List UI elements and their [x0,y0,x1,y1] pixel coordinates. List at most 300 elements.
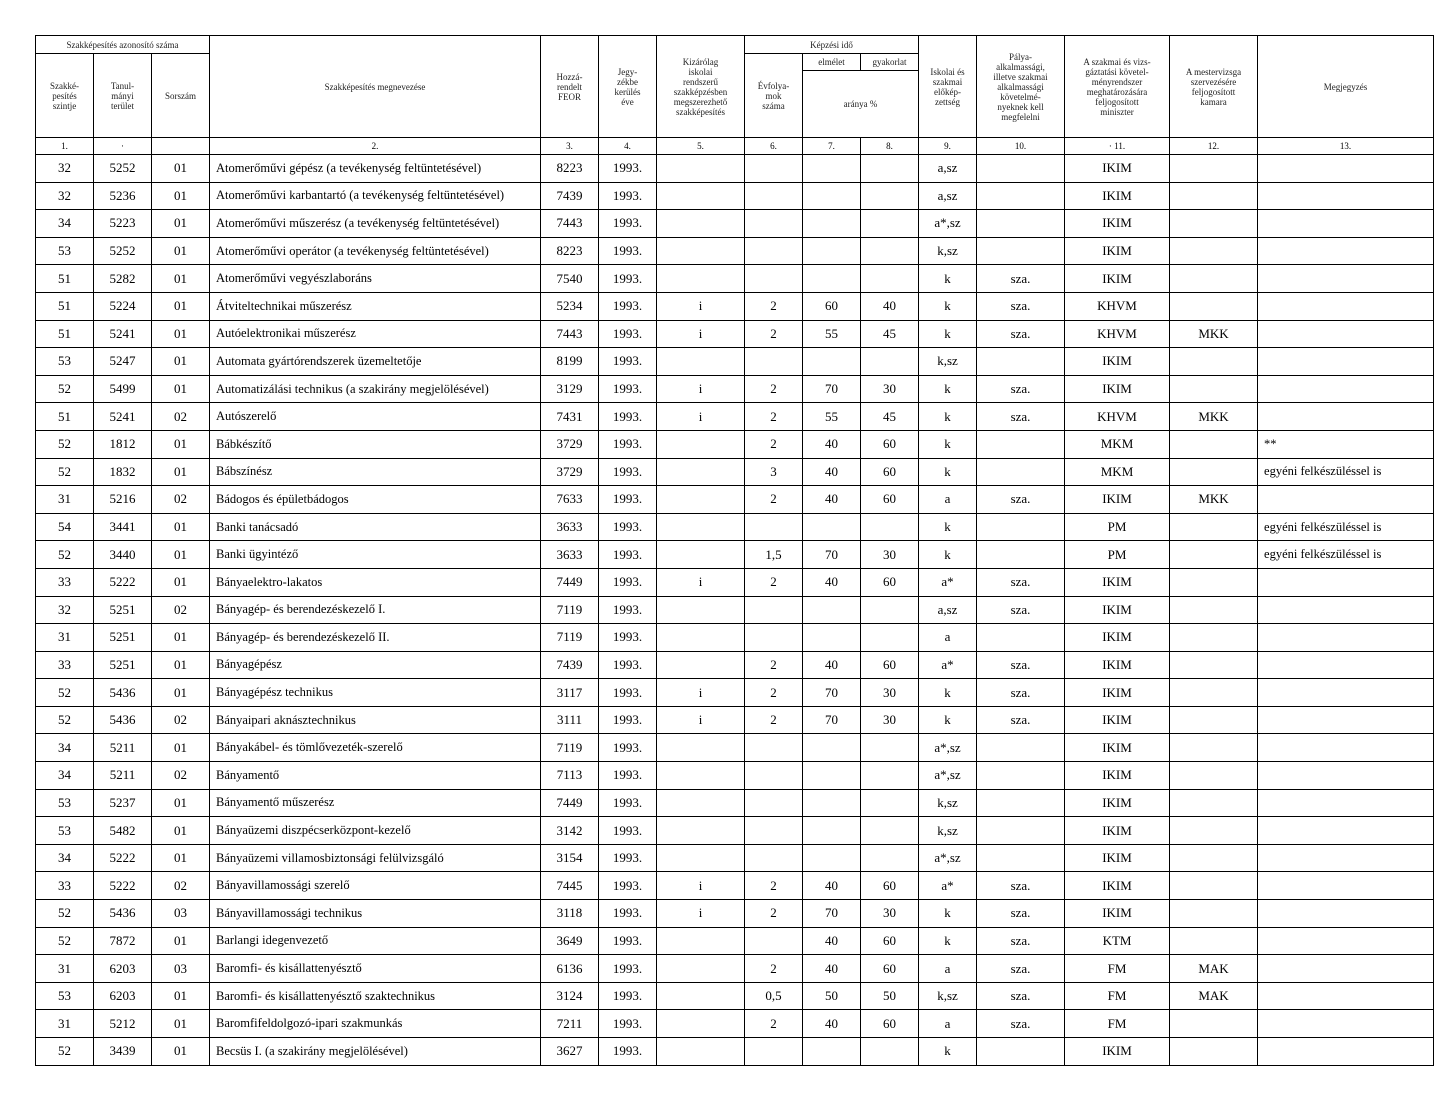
table-row [36,1038,1434,1066]
cell-prereq: k [919,265,977,293]
cell-practice [861,734,919,762]
cell-name: Bábkészítő [210,430,541,458]
cell-level: 32 [36,596,94,624]
cell-theory [803,348,861,376]
table-row [36,734,1434,762]
header-prereq: Iskolai és szakmai előkép- zettség [919,36,977,138]
cell-prereq: k [919,541,977,569]
cell-theory [803,844,861,872]
cell-level: 53 [36,348,94,376]
cell-ministry: IKIM [1065,844,1170,872]
cell-practice: 50 [861,982,919,1010]
cell-chamber [1170,927,1258,955]
cell-area: 5436 [94,900,152,928]
cell-practice: 30 [861,541,919,569]
table-row [36,762,1434,790]
cell-ministry: KHVM [1065,292,1170,320]
column-number-row [36,138,1434,155]
cell-level: 31 [36,955,94,983]
cell-career [977,844,1065,872]
cell-name: Banki tanácsadó [210,513,541,541]
cell-ministry: IKIM [1065,651,1170,679]
table-row [36,320,1434,348]
cell-ministry: MKM [1065,458,1170,486]
cell-grades [745,927,803,955]
cell-level: 32 [36,155,94,183]
cell-grades: 2 [745,375,803,403]
cell-name: Bányamentő [210,762,541,790]
table-row [36,817,1434,845]
cell-prereq: a,sz [919,596,977,624]
cell-theory [803,155,861,183]
cell-prereq: a,sz [919,182,977,210]
cell-area: 5247 [94,348,152,376]
cell-theory [803,237,861,265]
cell-ministry: PM [1065,541,1170,569]
cell-grades: 2 [745,900,803,928]
cell-school-only: i [657,403,745,431]
cell-serial: 02 [152,872,210,900]
cell-name: Baromfi- és kisállattenyésztő szaktechnikus [210,982,541,1010]
cell-career [977,237,1065,265]
cell-year: 1993. [599,900,657,928]
table-row [36,182,1434,210]
cell-practice: 30 [861,900,919,928]
cell-chamber [1170,1010,1258,1038]
cell-chamber [1170,762,1258,790]
cell-grades: 2 [745,1010,803,1038]
cell-feor: 7119 [541,596,599,624]
header-area: Tanul- mányi terület [94,54,152,138]
cell-level: 53 [36,237,94,265]
cell-theory: 40 [803,1010,861,1038]
cell-year: 1993. [599,817,657,845]
cell-school-only [657,927,745,955]
cell-level: 32 [36,182,94,210]
cell-career: sza. [977,651,1065,679]
cell-area: 3441 [94,513,152,541]
table-row [36,486,1434,514]
cell-chamber [1170,265,1258,293]
cell-prereq: k [919,1038,977,1066]
cell-career: sza. [977,375,1065,403]
cell-chamber [1170,182,1258,210]
cell-school-only [657,210,745,238]
cell-level: 31 [36,624,94,652]
cell-grades: 2 [745,568,803,596]
column-number: 2. [210,138,541,155]
table-row [36,430,1434,458]
header-theory: elmélet [803,54,861,71]
table-row [36,844,1434,872]
cell-year: 1993. [599,541,657,569]
cell-area: 5251 [94,651,152,679]
cell-practice: 45 [861,403,919,431]
cell-note [1258,320,1434,348]
cell-year: 1993. [599,734,657,762]
cell-serial: 01 [152,265,210,293]
cell-year: 1993. [599,155,657,183]
cell-chamber [1170,541,1258,569]
cell-name: Atomerőművi operátor (a tevékenység feltüntetésével) [210,237,541,265]
cell-name: Baromfi- és kisállattenyésztő [210,955,541,983]
cell-serial: 02 [152,706,210,734]
cell-practice: 60 [861,872,919,900]
cell-serial: 01 [152,348,210,376]
cell-year: 1993. [599,458,657,486]
cell-chamber: MKK [1170,320,1258,348]
cell-serial: 02 [152,486,210,514]
cell-feor: 7540 [541,265,599,293]
table-row [36,403,1434,431]
cell-practice [861,1038,919,1066]
cell-practice [861,624,919,652]
cell-chamber [1170,596,1258,624]
cell-serial: 01 [152,651,210,679]
cell-area: 5241 [94,403,152,431]
cell-ministry: IKIM [1065,348,1170,376]
table-row [36,458,1434,486]
cell-ministry: FM [1065,955,1170,983]
cell-chamber [1170,817,1258,845]
column-number: · [94,138,152,155]
cell-level: 34 [36,210,94,238]
cell-prereq: a,sz [919,155,977,183]
header-career: Pálya- alkalmassági, illetve szakmai alkalmassági követelmé- nyeknek kell megfelelni [977,36,1065,138]
cell-area: 5252 [94,155,152,183]
cell-practice [861,210,919,238]
cell-level: 52 [36,375,94,403]
cell-level: 31 [36,1010,94,1038]
cell-name: Automata gyártórendszerek üzemeltetője [210,348,541,376]
cell-career: sza. [977,403,1065,431]
cell-note [1258,982,1434,1010]
header-ratio: aránya % [803,71,919,138]
cell-area: 6203 [94,982,152,1010]
cell-feor: 8199 [541,348,599,376]
cell-practice [861,596,919,624]
cell-school-only [657,265,745,293]
table-row [36,651,1434,679]
cell-level: 51 [36,265,94,293]
cell-name: Bábszínész [210,458,541,486]
table-row [36,155,1434,183]
cell-feor: 3154 [541,844,599,872]
cell-prereq: a*,sz [919,762,977,790]
cell-ministry: IKIM [1065,265,1170,293]
header-year: Jegy- zékbe kerülés éve [599,36,657,138]
qualification-table [35,35,1434,1066]
cell-theory [803,762,861,790]
table-row [36,624,1434,652]
cell-grades: 2 [745,403,803,431]
cell-area: 3439 [94,1038,152,1066]
cell-grades [745,348,803,376]
cell-career [977,458,1065,486]
table-row [36,568,1434,596]
cell-name: Bányagép- és berendezéskezelő II. [210,624,541,652]
cell-career: sza. [977,679,1065,707]
cell-feor: 7449 [541,789,599,817]
cell-chamber [1170,348,1258,376]
cell-serial: 02 [152,403,210,431]
cell-ministry: IKIM [1065,734,1170,762]
cell-chamber [1170,155,1258,183]
cell-career: sza. [977,982,1065,1010]
cell-career: sza. [977,320,1065,348]
table-row [36,265,1434,293]
cell-prereq: a* [919,872,977,900]
cell-ministry: IKIM [1065,817,1170,845]
cell-feor: 7119 [541,734,599,762]
cell-level: 52 [36,927,94,955]
cell-level: 52 [36,430,94,458]
cell-name: Bányaipari aknásztechnikus [210,706,541,734]
header-grades: Évfolya- mok száma [745,54,803,138]
cell-area: 5222 [94,844,152,872]
cell-prereq: k [919,900,977,928]
header-practice: gyakorlat [861,54,919,71]
cell-name: Atomerőművi vegyészlaboráns [210,265,541,293]
table-row [36,927,1434,955]
cell-career [977,624,1065,652]
column-number: 1. [36,138,94,155]
column-number [152,138,210,155]
cell-ministry: IKIM [1065,789,1170,817]
cell-serial: 01 [152,982,210,1010]
cell-name: Bányagép- és berendezéskezelő I. [210,596,541,624]
cell-note [1258,734,1434,762]
cell-level: 34 [36,734,94,762]
cell-practice: 60 [861,568,919,596]
cell-feor: 3729 [541,458,599,486]
cell-school-only [657,596,745,624]
cell-note [1258,927,1434,955]
cell-feor: 5234 [541,292,599,320]
cell-ministry: KHVM [1065,320,1170,348]
cell-theory: 40 [803,568,861,596]
cell-prereq: k,sz [919,348,977,376]
cell-area: 5237 [94,789,152,817]
cell-career: sza. [977,486,1065,514]
column-number: 7. [803,138,861,155]
header-level: Szakké- pesítés szintje [36,54,94,138]
cell-serial: 01 [152,458,210,486]
header-chamber: A mestervizsga szervezésére feljogosított kamara [1170,36,1258,138]
cell-chamber [1170,734,1258,762]
cell-grades: 2 [745,430,803,458]
cell-serial: 01 [152,210,210,238]
cell-ministry: KTM [1065,927,1170,955]
cell-note [1258,486,1434,514]
cell-practice: 60 [861,927,919,955]
cell-area: 1832 [94,458,152,486]
cell-feor: 7119 [541,624,599,652]
cell-practice [861,182,919,210]
cell-level: 52 [36,458,94,486]
cell-name: Bányavillamossági szerelő [210,872,541,900]
cell-year: 1993. [599,513,657,541]
cell-area: 5251 [94,624,152,652]
cell-prereq: k,sz [919,789,977,817]
cell-level: 52 [36,706,94,734]
cell-feor: 7633 [541,486,599,514]
cell-chamber [1170,375,1258,403]
cell-serial: 01 [152,624,210,652]
cell-serial: 01 [152,679,210,707]
cell-theory: 40 [803,955,861,983]
cell-level: 51 [36,403,94,431]
cell-serial: 01 [152,568,210,596]
table-row [36,982,1434,1010]
cell-feor: 6136 [541,955,599,983]
cell-chamber: MAK [1170,982,1258,1010]
cell-practice [861,817,919,845]
cell-theory: 70 [803,900,861,928]
cell-theory: 40 [803,872,861,900]
header-group-training: Képzési idő [745,36,919,54]
cell-note [1258,182,1434,210]
table-row [36,210,1434,238]
header-group-id: Szakképesítés azonosító száma [36,36,210,54]
cell-year: 1993. [599,706,657,734]
cell-chamber [1170,624,1258,652]
cell-prereq: k [919,458,977,486]
cell-prereq: a*,sz [919,734,977,762]
cell-theory: 55 [803,320,861,348]
cell-name: Bányagépész [210,651,541,679]
cell-ministry: IKIM [1065,568,1170,596]
cell-serial: 01 [152,375,210,403]
cell-note [1258,900,1434,928]
cell-serial: 02 [152,596,210,624]
cell-serial: 01 [152,513,210,541]
cell-area: 5212 [94,1010,152,1038]
table-row [36,1010,1434,1038]
cell-school-only [657,651,745,679]
cell-serial: 01 [152,844,210,872]
cell-level: 34 [36,844,94,872]
cell-ministry: IKIM [1065,624,1170,652]
cell-theory: 70 [803,541,861,569]
cell-school-only [657,955,745,983]
table-row [36,541,1434,569]
cell-year: 1993. [599,955,657,983]
cell-name: Becsüs I. (a szakirány megjelölésével) [210,1038,541,1066]
cell-school-only: i [657,320,745,348]
cell-feor: 3633 [541,513,599,541]
cell-grades [745,182,803,210]
header-name: Szakképesítés megnevezése [210,36,541,138]
cell-prereq: k [919,706,977,734]
cell-prereq: a* [919,651,977,679]
cell-note [1258,375,1434,403]
cell-career [977,762,1065,790]
header-feor: Hozzá- rendelt FEOR [541,36,599,138]
table-row [36,237,1434,265]
cell-chamber [1170,900,1258,928]
cell-school-only [657,486,745,514]
cell-career [977,513,1065,541]
cell-chamber [1170,237,1258,265]
cell-feor: 3729 [541,430,599,458]
cell-grades [745,817,803,845]
cell-school-only [657,817,745,845]
column-number: 9. [919,138,977,155]
cell-ministry: IKIM [1065,237,1170,265]
cell-level: 52 [36,541,94,569]
cell-practice: 45 [861,320,919,348]
cell-theory [803,265,861,293]
cell-grades [745,210,803,238]
cell-school-only [657,982,745,1010]
cell-grades [745,734,803,762]
cell-serial: 01 [152,320,210,348]
cell-year: 1993. [599,762,657,790]
cell-name: Banki ügyintéző [210,541,541,569]
cell-ministry: MKM [1065,430,1170,458]
cell-prereq: a [919,624,977,652]
cell-serial: 03 [152,955,210,983]
cell-grades: 2 [745,955,803,983]
table-row [36,292,1434,320]
cell-feor: 7439 [541,182,599,210]
cell-practice [861,155,919,183]
cell-area: 5211 [94,734,152,762]
cell-school-only [657,348,745,376]
column-number: 3. [541,138,599,155]
cell-grades: 2 [745,651,803,679]
cell-note [1258,624,1434,652]
cell-practice [861,789,919,817]
cell-ministry: IKIM [1065,679,1170,707]
cell-school-only [657,541,745,569]
cell-career [977,1038,1065,1066]
cell-chamber [1170,844,1258,872]
cell-prereq: k [919,292,977,320]
cell-year: 1993. [599,679,657,707]
cell-name: Bányagépész technikus [210,679,541,707]
cell-prereq: k [919,679,977,707]
cell-prereq: a [919,486,977,514]
cell-area: 5482 [94,817,152,845]
cell-school-only [657,844,745,872]
cell-year: 1993. [599,596,657,624]
cell-theory: 40 [803,430,861,458]
cell-career: sza. [977,872,1065,900]
cell-school-only: i [657,900,745,928]
cell-feor: 7431 [541,403,599,431]
cell-year: 1993. [599,486,657,514]
cell-career: sza. [977,568,1065,596]
cell-chamber [1170,292,1258,320]
cell-level: 33 [36,872,94,900]
cell-year: 1993. [599,348,657,376]
cell-name: Autóelektronikai műszerész [210,320,541,348]
cell-grades [745,624,803,652]
cell-school-only [657,458,745,486]
cell-school-only [657,789,745,817]
cell-chamber: MAK [1170,955,1258,983]
cell-prereq: k [919,430,977,458]
cell-school-only: i [657,568,745,596]
cell-serial: 01 [152,789,210,817]
cell-practice [861,762,919,790]
cell-year: 1993. [599,403,657,431]
cell-name: Barlangi idegenvezető [210,927,541,955]
cell-grades: 2 [745,486,803,514]
cell-practice: 60 [861,1010,919,1038]
